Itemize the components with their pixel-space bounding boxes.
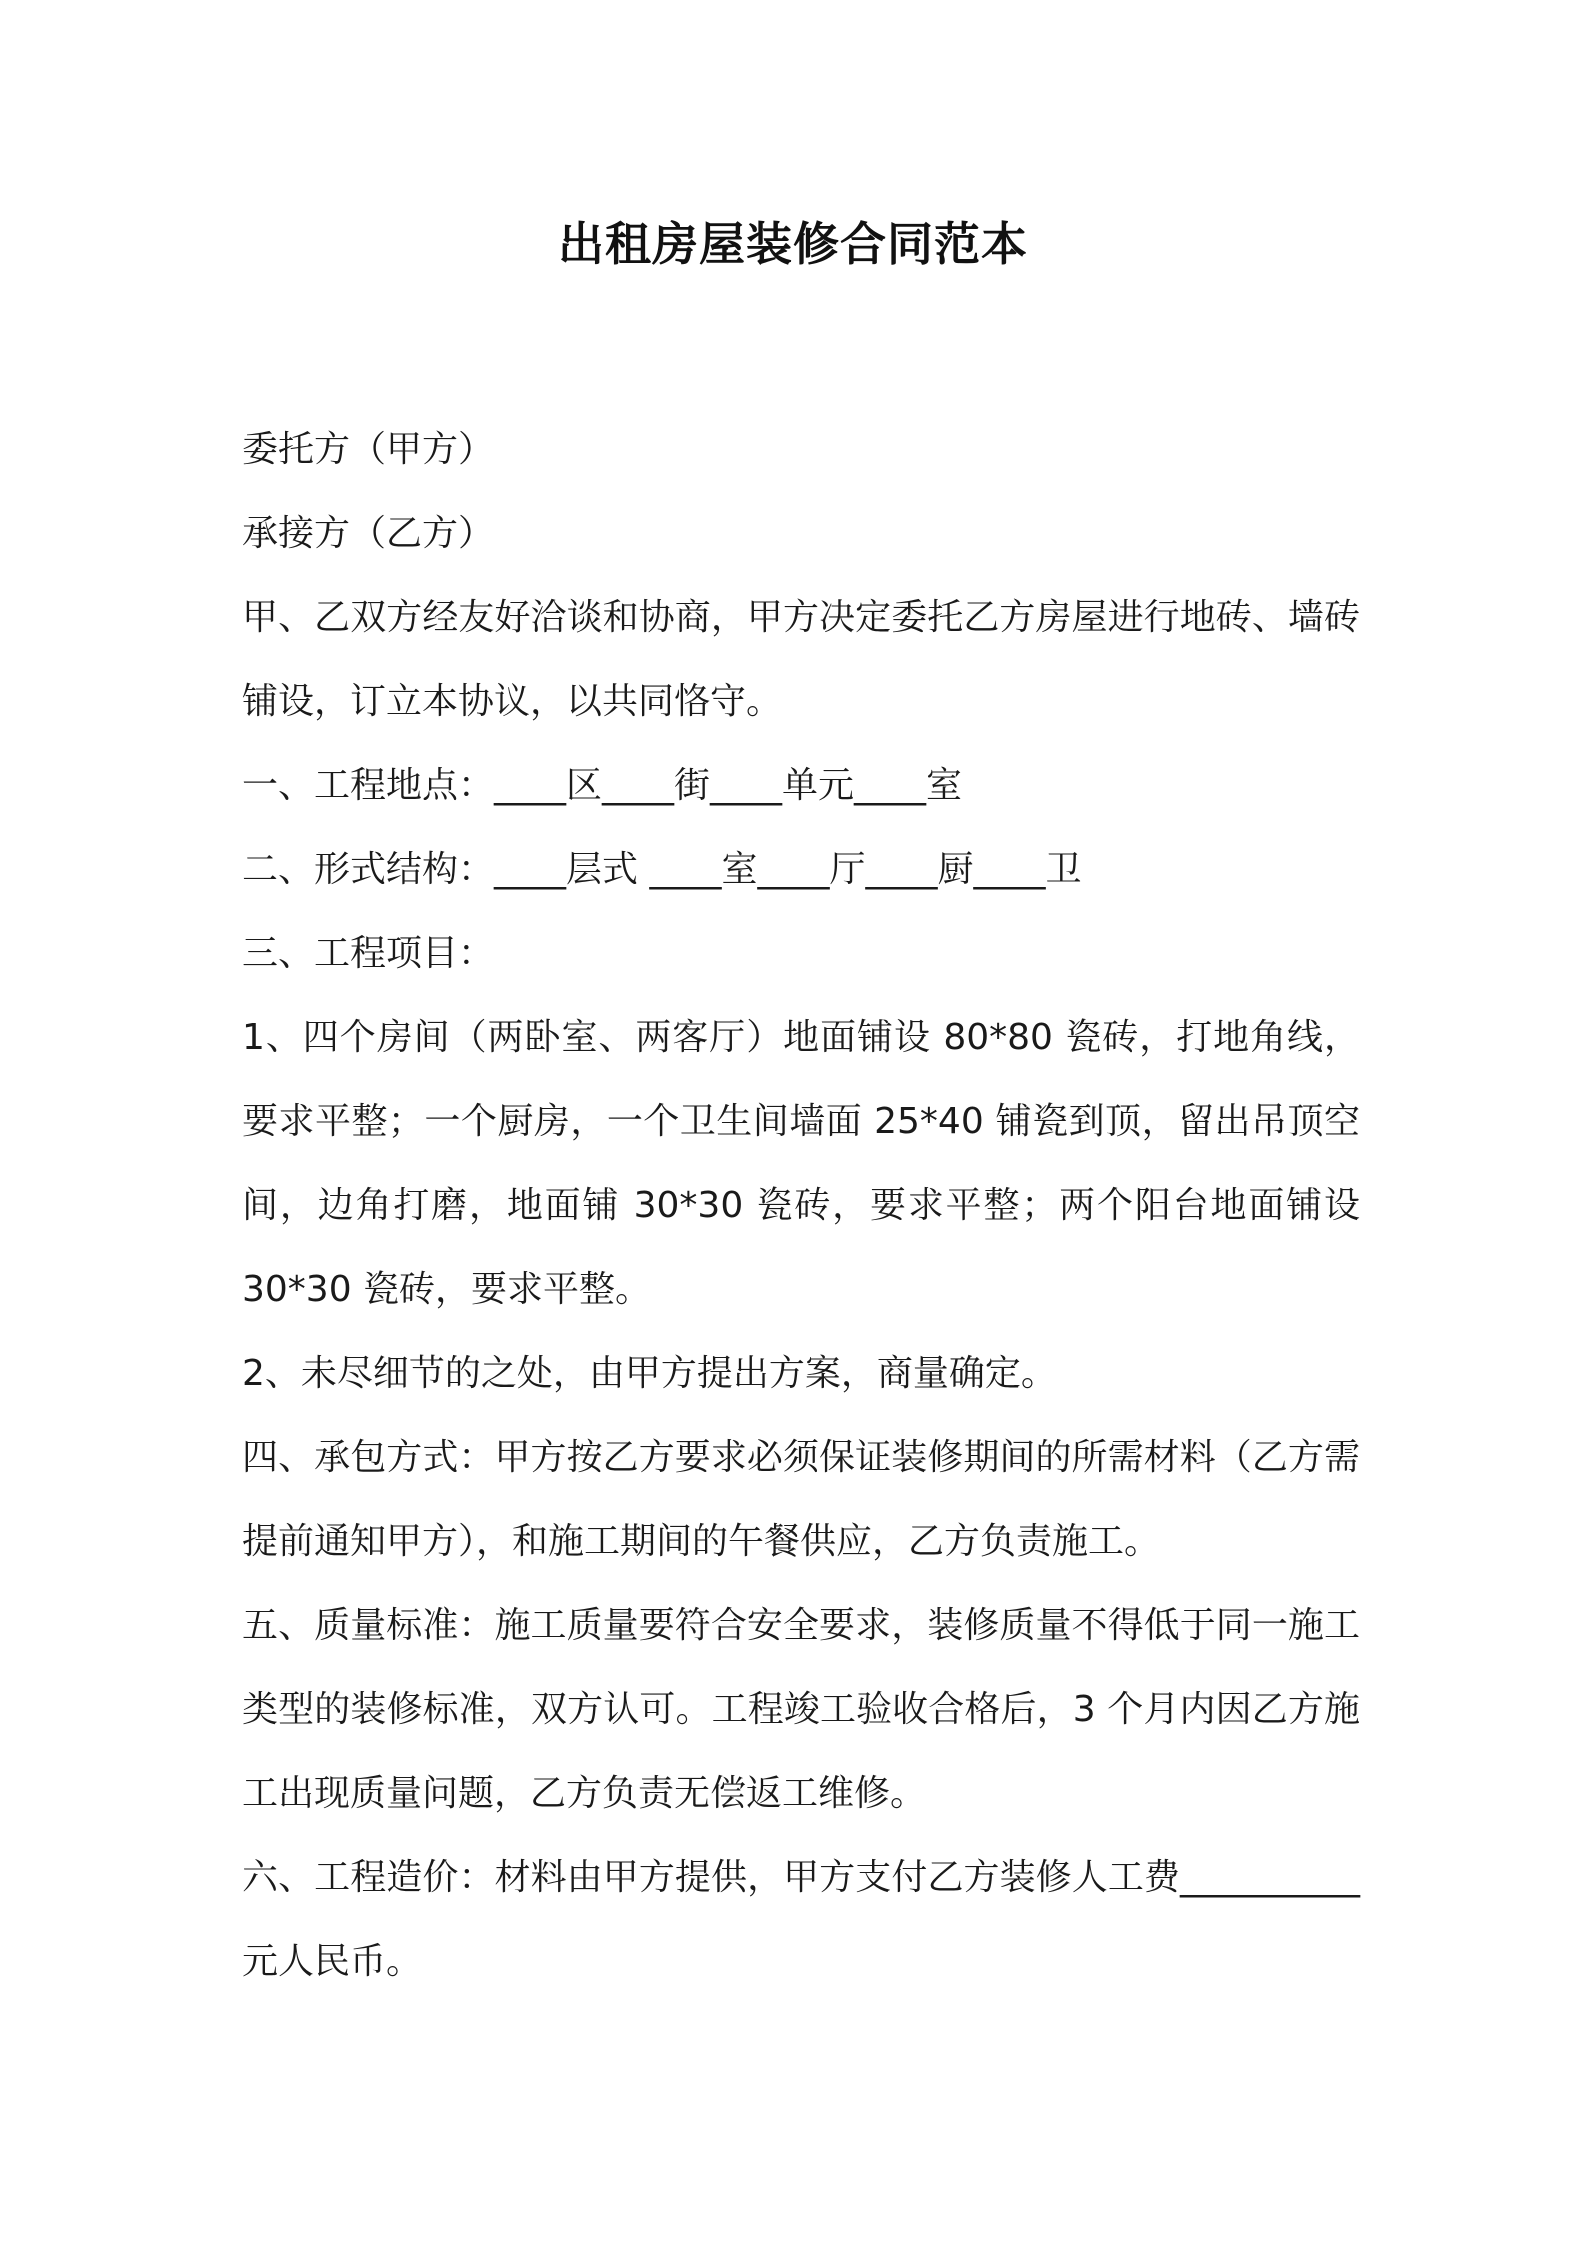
clause-project-heading: 三、工程项目：: [242, 933, 495, 974]
clause-structure: 二、形式结构：____层式 ____室____厅____厨____卫: [242, 849, 1082, 890]
clause-project-item-1: 1、四个房间（两卧室、两客厅）地面铺设 80*80 瓷砖，打地角线，要求平整；一个厨房，一个卫生间墙面 25*40 铺瓷到顶，留出吊顶空间，边角打磨，地面铺 30*30 瓷砖，要求平整；两个阳台地面铺设 30*30 瓷砖，要求平整。: [242, 1017, 1360, 1310]
clause-contractor: 承接方（乙方）: [242, 513, 495, 554]
clause-preamble: 甲、乙双方经友好洽谈和协商，甲方决定委托乙方房屋进行地砖、墙砖铺设，订立本协议，以共同恪守。: [242, 597, 1360, 722]
clause-contract-method: 四、承包方式：甲方按乙方要求必须保证装修期间的所需材料（乙方需提前通知甲方），和施工期间的午餐供应，乙方负责施工。: [242, 1437, 1360, 1562]
clause-location: 一、工程地点：____区____街____单元____室: [242, 765, 963, 806]
clause-project-cost: 六、工程造价：材料由甲方提供，甲方支付乙方装修人工费__________元人民币。: [242, 1857, 1360, 1982]
document-title: 出租房屋装修合同范本: [558, 217, 1028, 271]
clause-client: 委托方（甲方）: [242, 429, 495, 470]
clause-project-item-2: 2、未尽细节的之处，由甲方提出方案，商量确定。: [242, 1353, 1057, 1394]
clause-quality-standard: 五、质量标准：施工质量要符合安全要求，装修质量不得低于同一施工类型的装修标准，双方认可。工程竣工验收合格后，3 个月内因乙方施工出现质量问题，乙方负责无偿返工维修。: [242, 1605, 1360, 1814]
document-body: [242, 408, 1360, 2004]
